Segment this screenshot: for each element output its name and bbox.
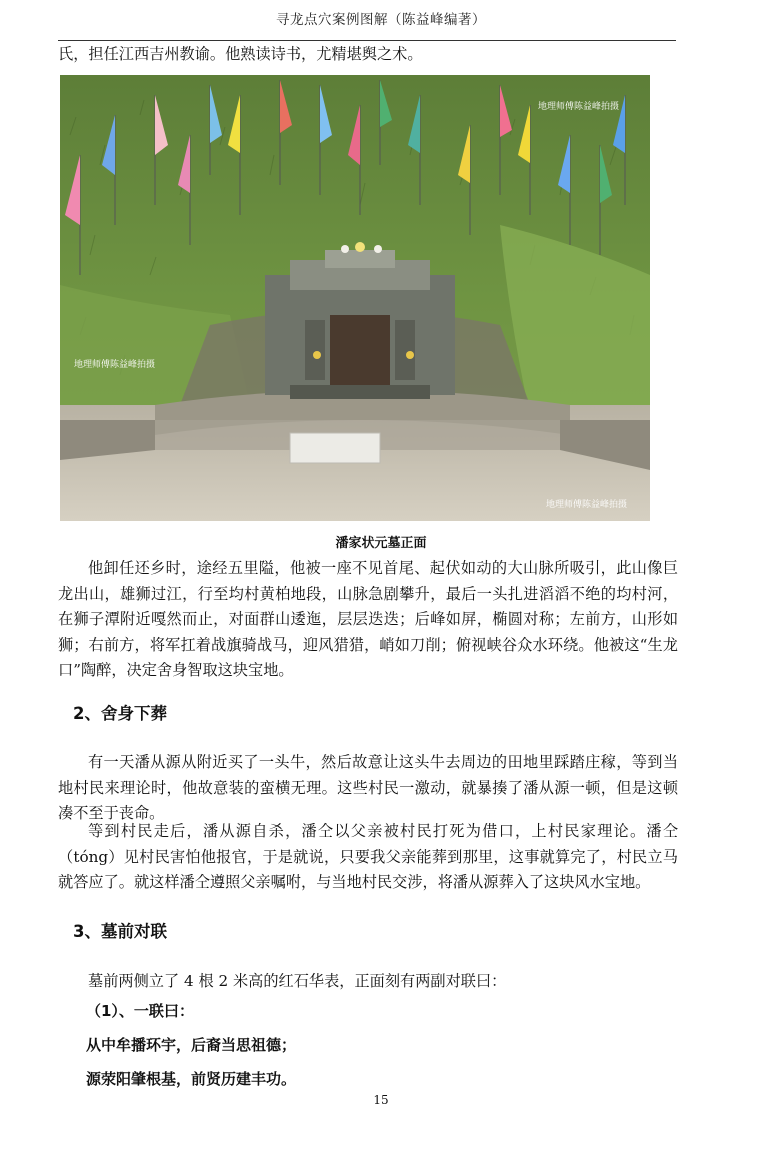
section-2-paragraph-1: 有一天潘从源从附近买了一头牛，然后故意让这头牛去周边的田地里踩踏庄稼，等到当地村民来理论时，他故意装的蛮横无理。这些村民一激动，就暴揍了潘从源一顿，但是这顿凑不至于丧命。 [58,753,678,822]
photo-caption: 潘家状元墓正面 [335,536,427,551]
watermark-top: 地理师傅陈益峰拍摄 [538,102,620,112]
watermark-bottom: 地理师傅陈益峰拍摄 [546,500,628,510]
header-rule [58,40,676,41]
couplet-subheading: （1）、一联曰： [86,1002,194,1020]
couplet-line-1: 从中牟播环宇，后裔当思祖德； [86,1036,297,1054]
watermark-left: 地理师傅陈益峰拍摄 [74,360,156,370]
intro-line: 氏，担任江西吉州教谕。他熟读诗书，尤精堪舆之术。 [58,45,423,63]
section-2-paragraph-2: 等到村民走后，潘从源自杀，潘仝以父亲被村民打死为借口，上村民家理论。潘仝（tóng）见村民害怕他报官，于是就说，只要我父亲能葬到那里，这事就算完了，村民立马就答应了。就这样潘仝遵照父亲嘱咐，与当地村民交涉，将潘从源葬入了这块风水宝地。 [58,822,678,891]
page-number: 15 [373,1093,389,1107]
couplet-line-2: 源荥阳肇根基，前贤历建丰功。 [86,1070,297,1088]
running-header: 寻龙点穴案例图解（陈益峰编著） [276,12,486,28]
tomb-photo [60,75,650,521]
paragraph-1: 他卸任还乡时，途经五里隘，他被一座不见首尾、起伏如动的大山脉所吸引，此山像巨龙出山，雄狮过江，行至均村黄柏地段，山脉急剧攀升，最后一头扎进滔滔不绝的均村河，在狮子潭附近嘎然而止，对面群山逶迤，层层迭迭；后峰如屏，椭圆对称；左前方，山形如狮；右前方，将军扛着战旗骑战马，迎风猎猎，峭如刀削；俯视峡谷众水环绕。他被这“生龙口”陶醉，决定舍身智取这块宝地。 [58,559,678,679]
section-3-paragraph: 墓前两侧立了 4 根 2 米高的红石华表，正面刻有两副对联曰： [88,972,507,990]
section-3-heading: 3、墓前对联 [73,922,167,941]
section-2-heading: 2、舍身下葬 [73,704,167,723]
